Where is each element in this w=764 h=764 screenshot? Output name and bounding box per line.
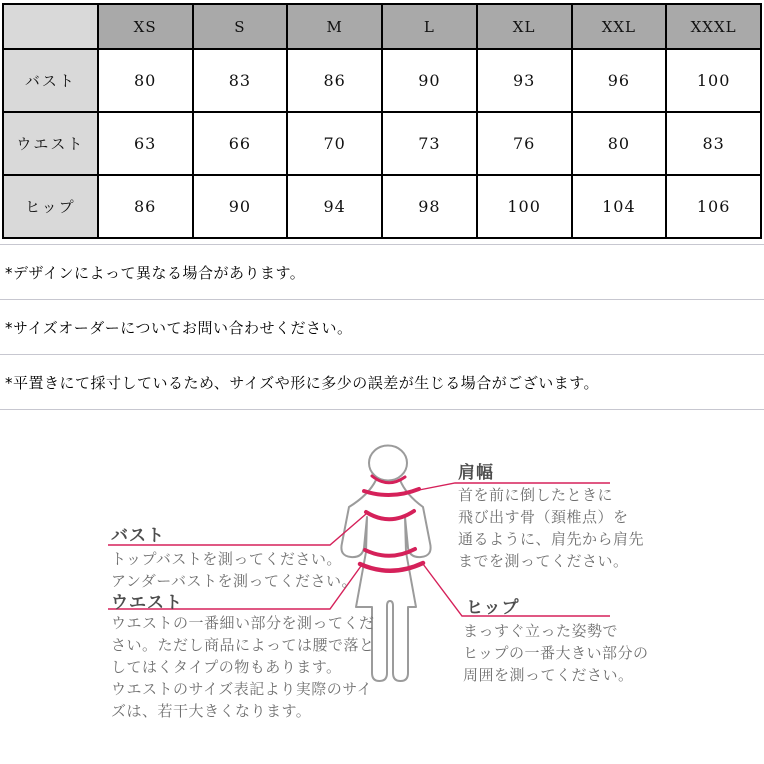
size-header-xl: XL (477, 4, 572, 49)
guide-title-waist: ウエスト (111, 593, 183, 613)
hip-value: 98 (382, 175, 477, 238)
bust-value: 90 (382, 49, 477, 112)
guide-line: までを測ってください。 (458, 552, 629, 570)
guide-line: アンダーバストを測ってください。 (111, 572, 358, 590)
size-header-row (3, 4, 761, 49)
table-row-bust (3, 49, 761, 112)
row-label-hip: ヒップ (3, 175, 98, 238)
hip-value: 100 (477, 175, 572, 238)
guide-line: 首を前に倒したときに (458, 486, 614, 504)
guide-line: 通るように、肩先から肩先 (458, 530, 645, 548)
bust-value: 80 (98, 49, 193, 112)
figure-head (369, 446, 407, 481)
guide-line: ウエストの一番細い部分を測ってくだ (111, 614, 375, 632)
guide-line: 飛び出す骨（頚椎点）を (458, 508, 629, 526)
hip-value: 90 (193, 175, 288, 238)
note-text: *デザインによって異なる場合があります。 (5, 263, 306, 282)
size-table (2, 3, 762, 239)
row-label-waist: ウエスト (3, 112, 98, 175)
size-header-xxl: XXL (572, 4, 667, 49)
table-corner-cell (3, 4, 98, 49)
guide-line: してはくタイプの物もあります。 (111, 658, 342, 676)
waist-value: 73 (382, 112, 477, 175)
guide-line: トップバストを測ってください。 (111, 550, 342, 568)
size-header-xs: XS (98, 4, 193, 49)
note-text: *平置きにて採寸しているため、サイズや形に多少の誤差が生じる場合がございます。 (5, 373, 600, 392)
guide-text-shoulder (458, 484, 644, 572)
guide-title-hip: ヒップ (466, 598, 520, 618)
hip-value: 104 (572, 175, 667, 238)
guide-line: さい。ただし商品によっては腰で落と (111, 636, 375, 654)
hip-value: 94 (287, 175, 382, 238)
hip-value: 86 (98, 175, 193, 238)
guide-title-shoulder: 肩幅 (458, 463, 494, 483)
bust-value: 96 (572, 49, 667, 112)
note-size-order (0, 300, 764, 355)
waist-value: 63 (98, 112, 193, 175)
bust-value: 100 (666, 49, 761, 112)
size-header-l: L (382, 4, 477, 49)
note-text: *サイズオーダーについてお問い合わせください。 (5, 318, 353, 337)
size-header-s: S (193, 4, 288, 49)
notes-section (0, 244, 764, 410)
guide-line: ウエストのサイズ表記より実際のサイ (111, 680, 373, 698)
bust-value: 93 (477, 49, 572, 112)
waist-value: 83 (666, 112, 761, 175)
hip-value: 106 (666, 175, 761, 238)
shoulder-measure-arc (364, 489, 419, 495)
guide-text-waist (111, 612, 375, 722)
bust-measure-arc (366, 511, 414, 519)
row-label-bust: バスト (3, 49, 98, 112)
guide-text-hip (463, 620, 649, 686)
waist-value: 70 (287, 112, 382, 175)
size-header-m: M (287, 4, 382, 49)
guide-line: ズは、若干大きくなります。 (111, 702, 312, 720)
note-design (0, 244, 764, 300)
waist-value: 80 (572, 112, 667, 175)
note-measure-error (0, 355, 764, 410)
guide-line: 周囲を測ってください。 (463, 666, 634, 684)
waist-value: 66 (193, 112, 288, 175)
bust-value: 83 (193, 49, 288, 112)
guide-line: ヒップの一番大きい部分の (463, 644, 649, 662)
hip-measure-arc (360, 563, 423, 571)
guide-line: まっすぐ立った姿勢で (463, 622, 619, 640)
table-row-hip (3, 175, 761, 238)
waist-value: 76 (477, 112, 572, 175)
guide-title-bust: バスト (111, 526, 165, 546)
guide-text-bust (111, 548, 357, 592)
bust-value: 86 (287, 49, 382, 112)
table-row-waist (3, 112, 761, 175)
size-header-xxxl: XXXL (666, 4, 761, 49)
